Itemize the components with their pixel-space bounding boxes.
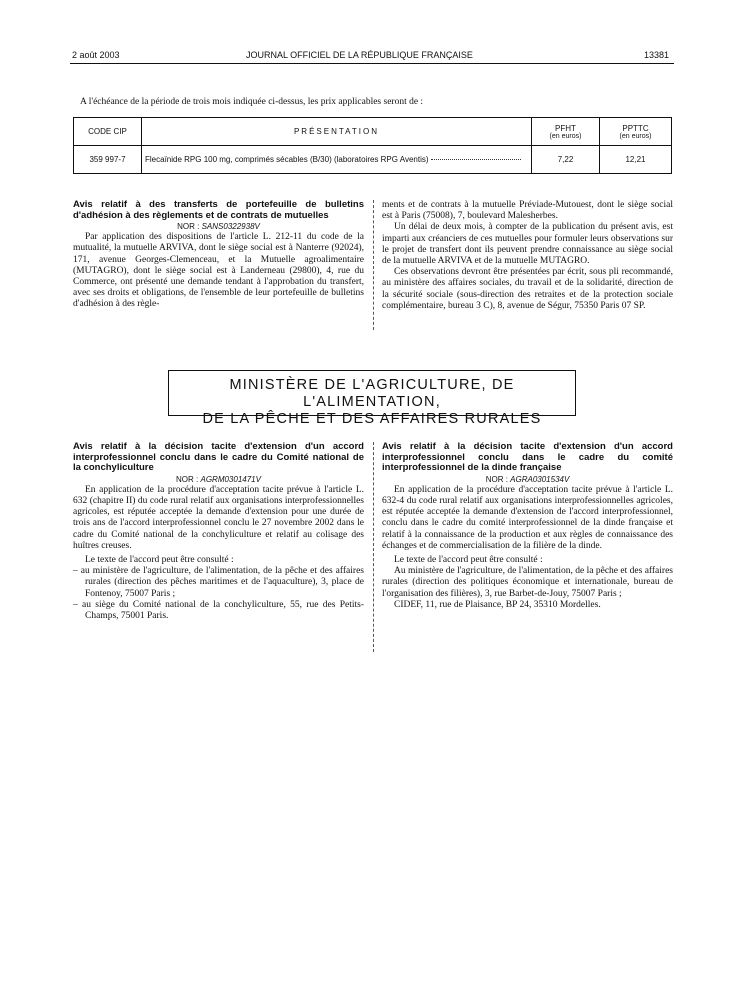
pfht-label: PFHT: [555, 123, 576, 133]
price-table: [73, 117, 672, 174]
col-header-presentation: PRÉSENTATION: [142, 118, 532, 146]
column-separator: [373, 442, 374, 652]
col-header-ppttc: [600, 118, 672, 146]
notice2-column: [73, 442, 364, 622]
cell-pfht: 7,22: [532, 146, 600, 174]
cell-presentation: [142, 146, 532, 174]
list-item: – au siège du Comité national de la conchyliculture, 55, rue des Petits-Champs, 75001 Paris.: [73, 599, 364, 621]
price-table-header-row: [74, 118, 672, 146]
ministry-line-1: MINISTÈRE DE L'AGRICULTURE, DE L'ALIMENTATION,: [229, 377, 515, 410]
notice1-left-column: [73, 200, 364, 311]
notice1-paragraph-4: Ces observations devront être présentées par écrit, sous pli recommandé, au ministère des affaires sociales, du travail et de la solidarité, direction de la sécurité sociale (sous-direction des retraites et de la protection sociale complémentaire, bureau 3 C), 8, avenue de Ségur, 75350 Paris 07 SP.: [382, 267, 673, 311]
header-date: 2 août 2003: [72, 50, 120, 60]
notice3-paragraph: En application de la procédure d'acceptation tacite prévue à l'article L. 632-4 du code rural relatif aux organisations interprofessionnelles agricoles, est réputée acceptée la demande d'extension de l'accord interprofessionnel, conclu dans le cadre du comité interprofessionnel de la dinde française et relatif à la connaissance de la production et aux règles de connaissance des échanges et de commercialisation de la filière de la dinde.: [382, 484, 673, 551]
header-journal-title: JOURNAL OFFICIEL DE LA RÉPUBLIQUE FRANÇAISE: [246, 50, 473, 60]
notice3-title: Avis relatif à la décision tacite d'extension d'un accord interprofessionnel conclu dans le cadre du comité interprofessionnel de la dinde française: [382, 441, 673, 473]
notice2-nor: [73, 474, 364, 485]
nor-code: SANS0322938V: [201, 222, 260, 231]
notice2-title: Avis relatif à la décision tacite d'extension d'un accord interprofessionnel conclu dans le cadre du Comité national de la conchyliculture: [73, 441, 364, 473]
notice1-nor: [73, 221, 364, 232]
column-separator: [373, 200, 374, 330]
col-header-code: CODE CIP: [74, 118, 142, 146]
nor-label: NOR :: [177, 222, 200, 231]
list-item: – au ministère de l'agriculture, de l'alimentation, de la pêche et des affaires rurales (direction des pêches maritimes et de l'aquaculture), 3, place de Fontenoy, 75007 Paris ;: [73, 566, 364, 599]
header-page-number: 13381: [644, 50, 670, 60]
pfht-unit: (en euros): [549, 132, 582, 140]
notice3-nor: [382, 474, 673, 485]
nor-label: NOR :: [176, 474, 199, 484]
cell-code: 359 997-7: [74, 146, 142, 174]
ppttc-label: PPTTC: [622, 123, 649, 133]
notice1-paragraph-3: Un délai de deux mois, à compter de la publication du présent avis, est imparti aux créanciers de ces mutuelles pour formuler leurs observations sur le projet de transfert dont ils peuvent prendre connaissance au siège social de la mutuelle ARVIVA et de la mutuelle MUTAGRO.: [382, 222, 673, 267]
intro-text: A l'échéance de la période de trois mois indiquée ci-dessus, les prix applicables seront de :: [80, 97, 424, 107]
notice2-consult: Le texte de l'accord peut être consulté :: [85, 554, 234, 565]
notice1-right-column: [382, 200, 673, 312]
notice1-title: Avis relatif à des transferts de portefeuille de bulletins d'adhésion à des règlements et de contrats de mutuelles: [73, 199, 364, 221]
presentation-text: Flecaïnide RPG 100 mg, comprimés sécables (B/30) (laboratoires RPG Aventis): [145, 155, 429, 164]
ppttc-unit: (en euros): [619, 132, 652, 140]
col-header-pfht: [532, 118, 600, 146]
notice1-paragraph-2: ments et de contrats à la mutuelle Préviade-Mutouest, dont le siège social est à Paris (75008), 7, boulevard Malesherbes.: [382, 200, 673, 222]
table-row: [74, 146, 672, 174]
nor-code: AGRA0301534V: [510, 474, 570, 484]
notice3-column: [382, 442, 673, 611]
notice2-paragraph: En application de la procédure d'acceptation tacite prévue à l'article L. 632 (chapitre II) du code rural relatif aux organisations interprofessionnelles agricoles, est réputée acceptée la demande d'extension pour une durée de trois ans de l'accord interprofessionnel conclu le 27 novembre 2002 dans le cadre du Comité national de la conchyliculture et relatif au colisage des huîtres creuses.: [73, 484, 364, 551]
list-item: CIDEF, 11, rue de Plaisance, BP 24, 35310 Mordelles.: [394, 599, 601, 610]
nor-label: NOR :: [485, 474, 508, 484]
ministry-heading-box: [168, 370, 576, 427]
leader-dots: [431, 159, 521, 160]
ministry-line-2: DE LA PÊCHE ET DES AFFAIRES RURALES: [202, 411, 542, 427]
header-rule: [70, 63, 674, 64]
notice3-consult: Le texte de l'accord peut être consulté :: [394, 554, 543, 565]
cell-ppttc: 12,21: [600, 146, 672, 174]
list-item: Au ministère de l'agriculture, de l'alimentation, de la pêche et des affaires rurales (direction des politiques économique et internationale, bureau de l'organisation des filières), 3, rue Barbet-de-Jouy, 75007 Paris ;: [382, 566, 673, 599]
nor-code: AGRM0301471V: [200, 474, 261, 484]
notice1-paragraph-1: Par application des dispositions de l'article L. 212-11 du code de la mutualité, la mutuelle ARVIVA, dont le siège social est à Nanterre (92024), 171, avenue Georges-Clemenceau, et la Mutuelle agroalimentaire (MUTAGRO), dont le siège social est à Landerneau (29800), 4, rue du Commerce, ont présenté une demande tendant à l'approbation du transfert, avec ses droits et obligations, de l'ensemble de leur portefeuille de bulletins d'adhésion à des règle-: [73, 232, 364, 310]
